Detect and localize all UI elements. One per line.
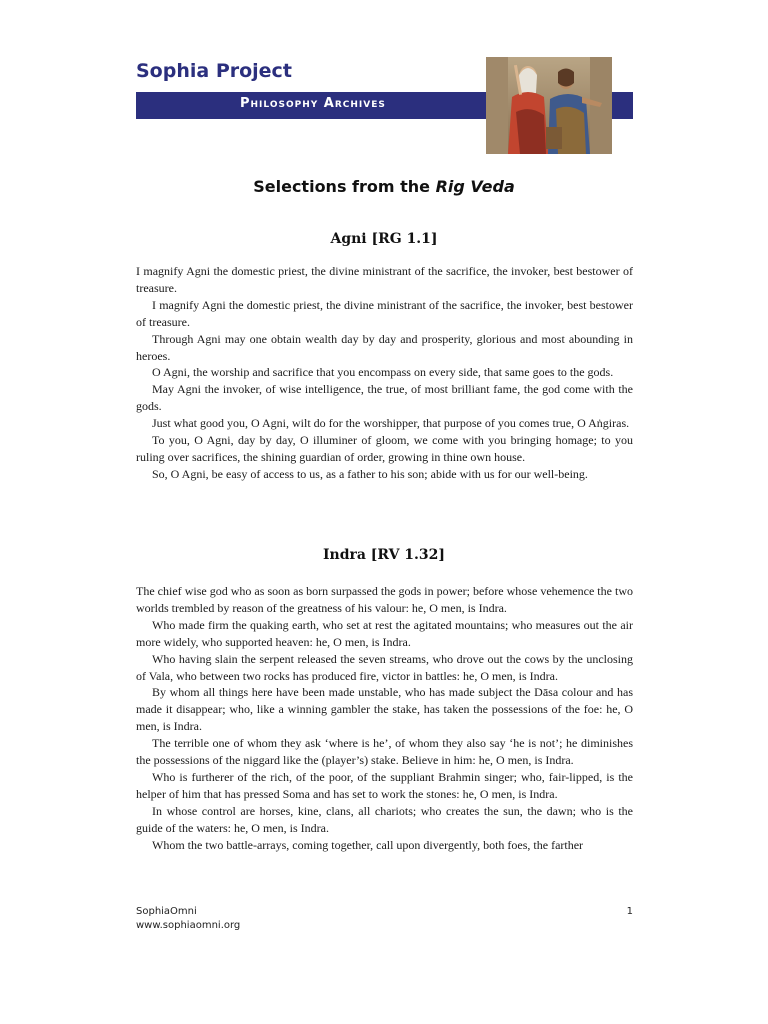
paragraph: I magnify Agni the domestic priest, the divine ministrant of the sacrifice, the invoker, best bestower of treasure. [136, 297, 633, 329]
document-title-emphasis: Rig Veda [435, 177, 515, 196]
brand-title: Sophia Project [136, 60, 292, 82]
paragraph: The chief wise god who as soon as born surpassed the gods in power; before whose vehemence the two worlds trembled by reason of the greatness of his valour: he, O men, is Indra. [136, 584, 633, 615]
paragraph: Who is furtherer of the rich, of the poor, of the suppliant Brahmin singer; who, fair-lipped, is the helper of him that has pressed Soma and has set to work the stones: he, O men, is Indra. [136, 769, 633, 801]
paragraph: Whom the two battle-arrays, coming together, call upon divergently, both foes, the farther [152, 837, 584, 852]
document-title-prefix: Selections from the [253, 177, 436, 196]
page-footer [136, 905, 633, 933]
paragraph: Who made firm the quaking earth, who set at rest the agitated mountains; who measures out the air more widely, who supported heaven: he, O men, is Indra. [136, 617, 633, 649]
footer-site-name: SophiaOmni [136, 906, 197, 917]
school-of-athens-image [486, 57, 612, 154]
section-heading-agni: Agni [RG 1.1] [330, 231, 438, 247]
paragraph: O Agni, the worship and sacrifice that you encompass on every side, that same goes to the gods. [152, 365, 614, 380]
paragraph: By whom all things here have been made unstable, who has made subject the Dāsa colour and has made it disappear; who, like a winning gambler the stake, has taken the possessions of the foe: he, O men, is Indra. [136, 685, 633, 734]
footer-url[interactable]: www.sophiaomni.org [136, 920, 241, 931]
page-number: 1 [626, 906, 633, 917]
document-title [0, 177, 768, 196]
paragraph: May Agni the invoker, of wise intelligence, the true, of most brilliant fame, the god come with the gods. [136, 382, 633, 414]
paragraph: Just what good you, O Agni, wilt do for the worshipper, that purpose of you comes true, O Aṅgiras. [152, 416, 630, 431]
paragraph: Who having slain the serpent released the seven streams, who drove out the cows by the unclosing of Vala, who between two rocks has produced fire, victor in battles: he, O men, is Indra. [136, 651, 633, 683]
section-heading-indra: Indra [RV 1.32] [322, 547, 446, 563]
agni-hymn-text [136, 263, 633, 483]
paragraph: In whose control are horses, kine, clans, all chariots; who creates the sun, the dawn; who is the guide of the waters: he, O men, is Indra. [136, 803, 633, 835]
archives-banner-label: Philosophy Archives [240, 96, 386, 111]
paragraph: Through Agni may one obtain wealth day by day and prosperity, glorious and most abounding in heroes. [136, 331, 633, 363]
paragraph: So, O Agni, be easy of access to us, as a father to his son; abide with us for our well-being. [152, 466, 588, 481]
paragraph: To you, O Agni, day by day, O illuminer of gloom, we come with you bringing homage; to you ruling over sacrifices, the shining guardian of order, growing in thine own house. [136, 433, 633, 464]
paragraph: I magnify Agni the domestic priest, the divine ministrant of the sacrifice, the invoker, best bestower of treasure. [136, 264, 633, 295]
paragraph: The terrible one of whom they ask ‘where is he’, of whom they also say ‘he is not’; he diminishes the possessions of the niggard like the (player’s) stake. Believe in him: he, O men, is Indra. [136, 736, 633, 768]
indra-hymn-text [136, 583, 633, 854]
